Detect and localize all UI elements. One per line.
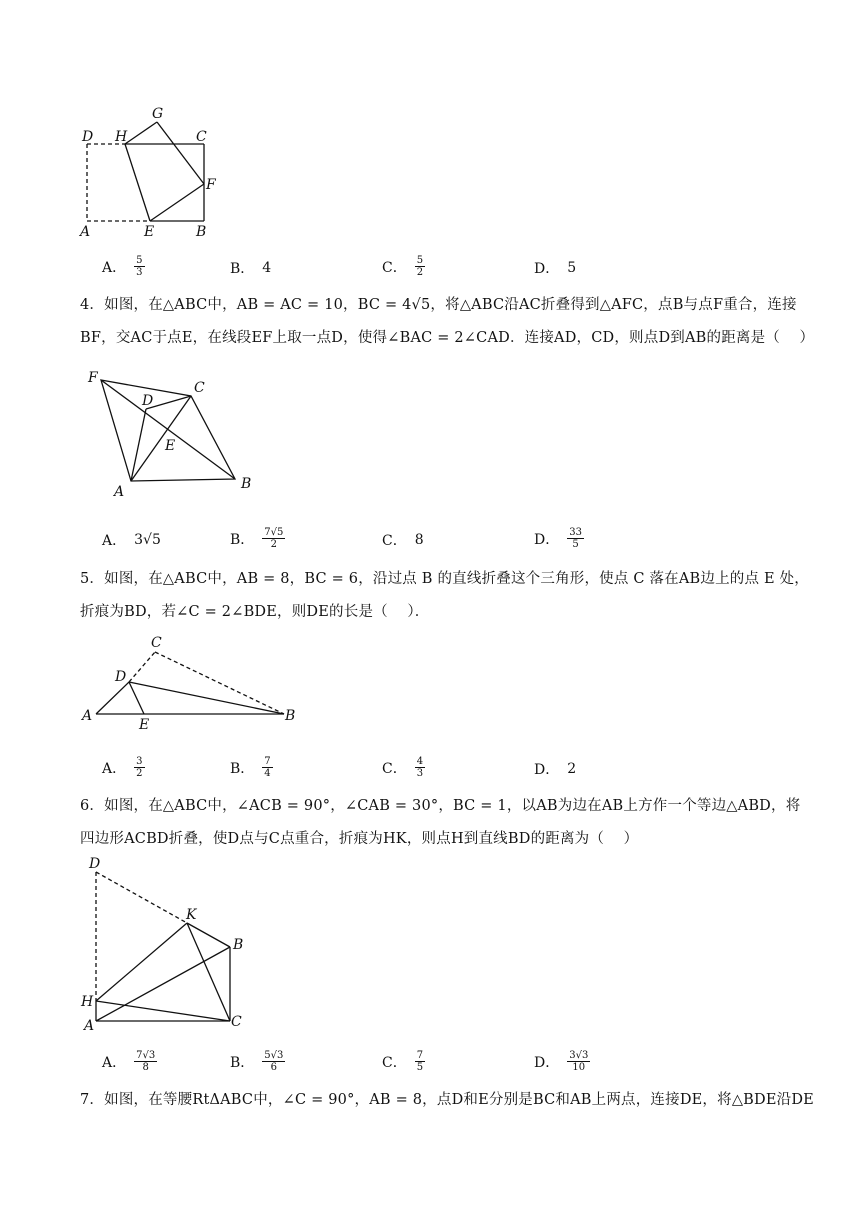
q5-option-a[interactable]: A． $\frac{3}{2}$ bbox=[102, 756, 143, 779]
q4-label-A: A bbox=[114, 484, 125, 500]
q6-label-K: K bbox=[186, 907, 197, 923]
fraction: $\frac{3√3}{10}$ bbox=[569, 1050, 589, 1073]
fraction: $\frac{7√3}{8}$ bbox=[136, 1050, 156, 1073]
q6-label-C: C bbox=[231, 1014, 242, 1030]
q3-label-C: C bbox=[196, 129, 207, 145]
q4-label-E: E bbox=[165, 438, 176, 454]
q5-label-E: E bbox=[139, 717, 150, 733]
q3-option-c[interactable]: C． $\frac{5}{2}$ bbox=[382, 255, 424, 278]
fraction: $\frac{7}{5}$ bbox=[416, 1050, 424, 1073]
q3-label-B: B bbox=[196, 224, 207, 240]
q3-label-E: E bbox=[144, 224, 155, 240]
q4-label-F: F bbox=[88, 370, 98, 386]
q5-label-B: B bbox=[285, 708, 296, 724]
fraction: $\frac{5√3}{6}$ bbox=[264, 1050, 284, 1073]
q5-label-D: D bbox=[115, 669, 127, 685]
fraction: $\frac{33}{5}$ bbox=[569, 527, 582, 550]
q4-option-c[interactable]: C． 8 bbox=[382, 532, 424, 549]
q3-label-D: D bbox=[82, 129, 94, 145]
q4-option-d[interactable]: D． $\frac{33}{5}$ bbox=[534, 527, 582, 550]
q4-option-b[interactable]: B． $\frac{7√5}{2}$ bbox=[230, 527, 284, 550]
q5-figure bbox=[78, 630, 318, 740]
q4-label-B: B bbox=[241, 476, 252, 492]
q4-option-a[interactable]: A． 3√5 bbox=[102, 532, 161, 549]
q5-option-d[interactable]: D． 2 bbox=[534, 761, 577, 778]
q3-label-A: A bbox=[80, 224, 91, 240]
q6-option-a[interactable]: A． $\frac{7√3}{8}$ bbox=[102, 1050, 156, 1073]
q6-label-H: H bbox=[81, 994, 94, 1010]
q4-stem: 4．如图，在△ABC中，AB = AC = 10，BC = 4√5，将△ABC沿AC折叠得到△AFC，点B与点F重合，连接 BF，交AC于点E，在线段EF上取一点D，使得∠BAC = 2∠CAD．连接AD，CD，则点D到AB的距离是（ ） bbox=[80, 297, 815, 346]
q6-figure bbox=[78, 855, 268, 1035]
q6-label-A: A bbox=[84, 1018, 95, 1034]
q5-option-b[interactable]: B． $\frac{7}{4}$ bbox=[230, 756, 271, 779]
q6-option-b[interactable]: B． $\frac{5√3}{6}$ bbox=[230, 1050, 284, 1073]
q6-option-c[interactable]: C． $\frac{7}{5}$ bbox=[382, 1050, 424, 1073]
q5-label-C: C bbox=[151, 635, 162, 651]
q5-label-A: A bbox=[82, 708, 93, 724]
fraction: $\frac{7}{4}$ bbox=[264, 756, 271, 779]
q3-label-H: H bbox=[115, 129, 128, 145]
q6-stem: 6．如图，在△ABC中，∠ACB = 90°，∠CAB = 30°，BC = 1，以AB为边在AB上方作一个等边△ABD，将 四边形ACBD折叠，使D点与C点重合，折痕为HK，则点H到直线BD的距离为（ ） bbox=[80, 798, 801, 847]
q6-option-d[interactable]: D． $\frac{3√3}{10}$ bbox=[534, 1050, 589, 1073]
q3-option-d[interactable]: D． 5 bbox=[534, 260, 577, 277]
q3-label-G: G bbox=[152, 106, 164, 122]
fraction: $\frac{3}{2}$ bbox=[136, 756, 143, 779]
fraction: $\frac{7√5}{2}$ bbox=[264, 527, 284, 550]
q4-figure bbox=[80, 360, 280, 500]
q6-label-D: D bbox=[89, 856, 101, 872]
q5-stem: 5．如图，在△ABC中，AB = 8，BC = 6，沿过点 B 的直线折叠这个三角形，使点 C 落在AB边上的点 E 处， 折痕为BD，若∠C = 2∠BDE，则DE的长是（ ）． bbox=[80, 571, 810, 620]
q4-label-C: C bbox=[194, 380, 205, 396]
q3-option-b[interactable]: B． 4 bbox=[230, 260, 272, 277]
fraction: $\frac{5}{3}$ bbox=[136, 255, 143, 278]
q4-label-D: D bbox=[142, 393, 154, 409]
q7-stem: 7．如图，在等腰RtΔABC中，∠C = 90°，AB = 8，点D和E分别是BC和AB上两点，连接DE，将△BDE沿DE bbox=[80, 1092, 814, 1108]
q3-figure bbox=[70, 100, 230, 240]
fraction: $\frac{4}{3}$ bbox=[416, 756, 424, 779]
q3-dashed-fold bbox=[87, 144, 150, 221]
q3-label-F: F bbox=[206, 177, 216, 193]
q3-option-a[interactable]: A． $\frac{5}{3}$ bbox=[102, 255, 143, 278]
q5-option-c[interactable]: C． $\frac{4}{3}$ bbox=[382, 756, 424, 779]
fraction: $\frac{5}{2}$ bbox=[416, 255, 424, 278]
q6-label-B: B bbox=[233, 937, 244, 953]
